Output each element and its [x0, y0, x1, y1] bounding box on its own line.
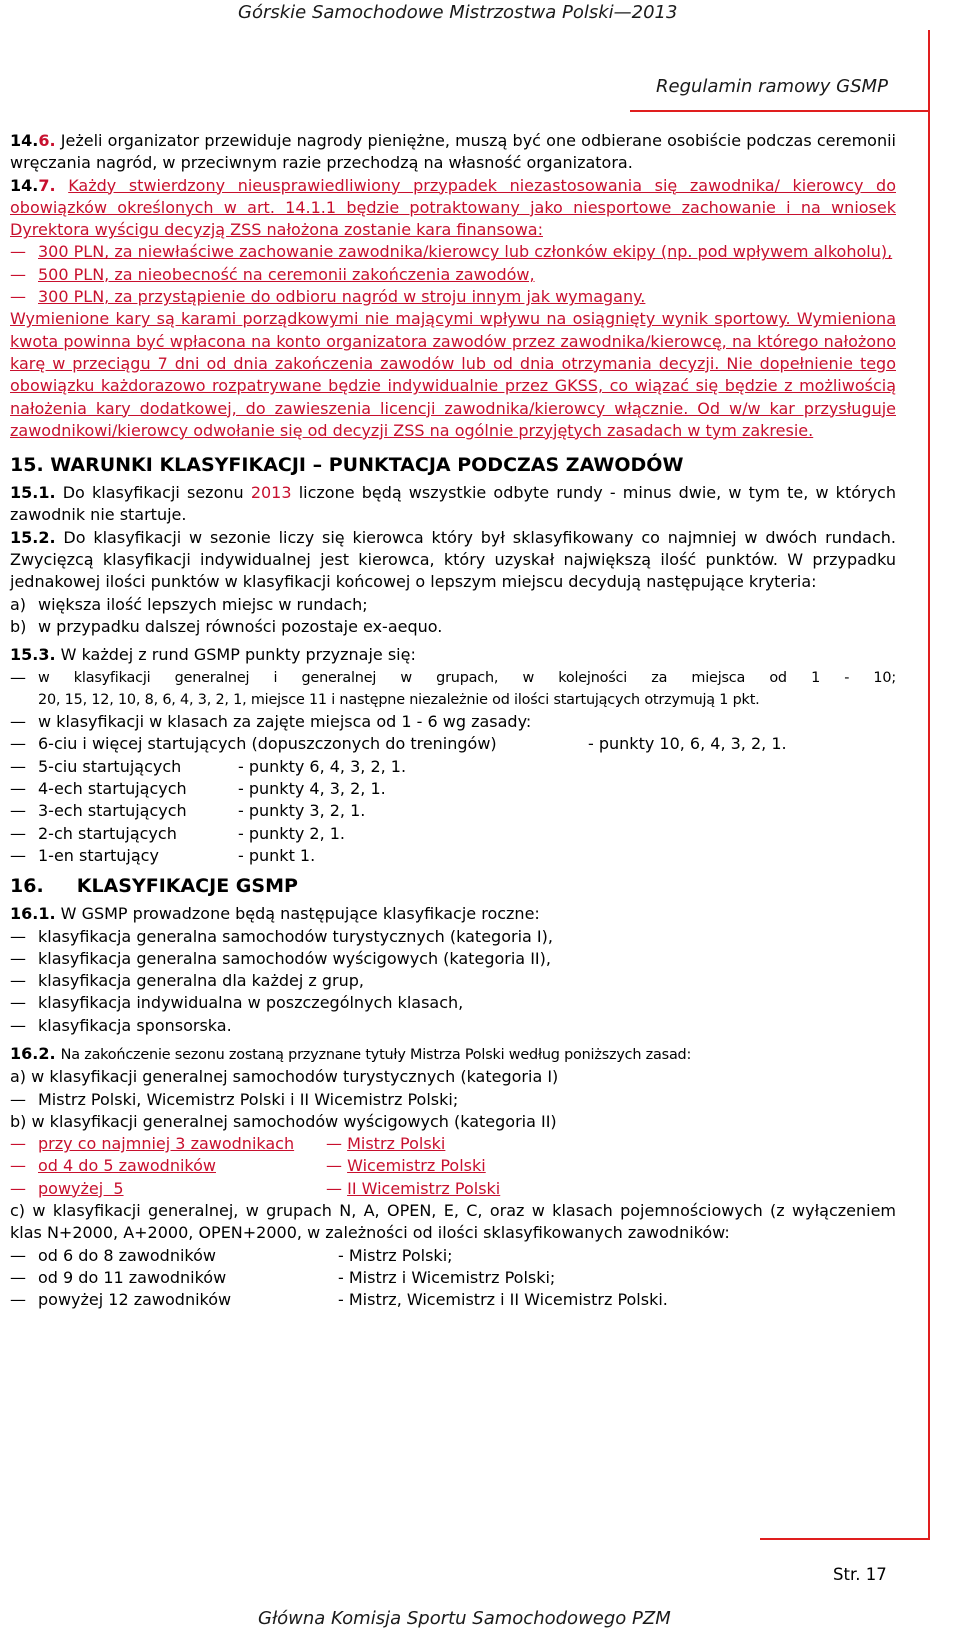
- dash-bullet: —: [10, 667, 26, 687]
- dash-separator: —: [326, 1134, 342, 1154]
- criteria-text: większa ilość lepszych miejsc w rundach;: [38, 594, 368, 614]
- paragraph-text: Na zakończenie sezonu zostaną przyznane tytuły Mistrza Polski według poniższych zasad:: [60, 1046, 692, 1063]
- title-item: [10, 1089, 896, 1111]
- criteria-label: b): [10, 616, 27, 636]
- dash-bullet: —: [10, 1089, 26, 1109]
- footer-rule: [760, 1538, 930, 1540]
- title-awarded: Mistrz Polski: [347, 1134, 446, 1154]
- title-text: Mistrz Polski, Wicemistrz Polski i II Wicemistrz Polski;: [38, 1089, 459, 1109]
- classification-item: [10, 1015, 896, 1037]
- points-value: - punkty 3, 2, 1.: [238, 801, 366, 821]
- paragraph-text: W każdej z rund GSMP punkty przyznaje się:: [60, 645, 416, 665]
- criteria-label: a): [10, 594, 27, 614]
- paragraph-16-2: [10, 1043, 896, 1066]
- dash-bullet: —: [10, 734, 26, 754]
- points-class-row: [10, 823, 896, 845]
- paragraph-14-6: [10, 130, 896, 175]
- starters-label: 1-en startujący: [38, 845, 159, 865]
- dash-bullet: —: [10, 971, 26, 991]
- paragraph-text: Do klasyfikacji w sezonie liczy się kierowca który był sklasyfikowany co najmniej w dwóch rundach. Zwycięzcą klasyfikacji indywidualnej jest kierowca, który uzyskał największą ilość punktów. W przypadku jednakowej ilości punktów w klasyfikacji końcowej o lepszym miejscu decydują następujące kryteria:: [10, 527, 897, 592]
- points-class-row: [10, 733, 896, 755]
- section-15-heading: 15. WARUNKI KLASYFIKACJI – PUNKTACJA PODCZAS ZAWODÓW: [10, 454, 684, 477]
- classification-item: [10, 992, 896, 1014]
- paragraph-16-1: [10, 903, 896, 925]
- points-class-row: [10, 778, 896, 800]
- points-general-line: w klasyfikacji generalnej i generalnej w grupach, w kolejności za miejsca od 1 - 10;: [38, 669, 896, 686]
- classification-text: klasyfikacja sponsorska.: [38, 1015, 232, 1035]
- section-16-heading: 16. KLASYFIKACJE GSMP: [10, 875, 298, 898]
- dash-bullet: —: [10, 1178, 26, 1198]
- dash-bullet: —: [10, 926, 26, 946]
- paragraph-text: W GSMP prowadzone będą następujące klasyfikacje roczne:: [60, 904, 540, 924]
- paragraph-15-1: [10, 482, 896, 527]
- header-subtitle: Regulamin ramowy GSMP: [656, 76, 888, 97]
- dash-bullet: —: [10, 845, 26, 865]
- paragraph-number-suffix: 7.: [38, 175, 56, 195]
- rule-text: w klasyfikacji generalnej samochodów turystycznych (kategoria I): [31, 1067, 559, 1087]
- points-class-text: w klasyfikacji w klasach za zajęte miejsca od 1 - 6 wg zasady:: [38, 712, 532, 732]
- points-value: - punkty 6, 4, 3, 2, 1.: [238, 756, 407, 776]
- dash-bullet: —: [10, 756, 26, 776]
- starters-label: 6-ciu i więcej startujących (dopuszczonych do treningów): [38, 734, 497, 754]
- page-number: Str. 17: [833, 1565, 887, 1584]
- dash-bullet: —: [10, 801, 26, 821]
- margin-rule: [928, 30, 930, 1540]
- dash-bullet: —: [10, 712, 26, 732]
- points-value: - punkty 2, 1.: [238, 823, 346, 843]
- rule-a: [10, 1066, 896, 1088]
- paragraph-15-3: [10, 644, 896, 666]
- title-awarded: - Mistrz i Wicemistrz Polski;: [338, 1267, 556, 1287]
- header-rule: [630, 110, 930, 112]
- paragraph-text: Każdy stwierdzony nieusprawiedliwiony przypadek niezastosowania się zawodnika/ kierowcy do obowiązków określonych w art. 14.1.1 będzie potraktowany jako niesportowe zachowanie i na wniosek Dyrektora wyścigu decyzją ZSS nałożona zostanie kara finansowa:: [10, 175, 896, 240]
- classification-text: klasyfikacja generalna dla każdej z grup,: [38, 971, 364, 991]
- penalty-text: 500 PLN, za nieobecność na ceremonii zakończenia zawodów,: [38, 264, 535, 284]
- paragraph-14-7: [10, 175, 896, 242]
- criteria-item: [10, 594, 896, 616]
- title-row: [10, 1155, 896, 1177]
- dash-bullet: —: [10, 1156, 26, 1176]
- paragraph-text: Do klasyfikacji sezonu: [62, 483, 244, 503]
- title-row: [10, 1267, 896, 1289]
- title-row: [10, 1178, 896, 1200]
- rule-text: w klasyfikacji generalnej samochodów wyścigowych (kategoria II): [31, 1111, 557, 1131]
- classification-item: [10, 926, 896, 948]
- points-value: - punkty 4, 3, 2, 1.: [238, 779, 386, 799]
- penalty-item: [10, 286, 896, 308]
- paragraph-number: 15.2.: [10, 527, 56, 547]
- dash-bullet: —: [10, 242, 26, 262]
- paragraph-number: 14.: [10, 175, 39, 195]
- dash-bullet: —: [10, 779, 26, 799]
- paragraph-number-suffix: 6.: [38, 131, 56, 150]
- starters-label: 3-ech startujących: [38, 801, 187, 821]
- dash-bullet: —: [10, 287, 26, 307]
- points-class-row: [10, 756, 896, 778]
- title-awarded: - Mistrz, Wicemistrz i II Wicemistrz Polski.: [338, 1290, 668, 1310]
- paragraph-number: 15.1.: [10, 483, 56, 503]
- paragraph-number: 14.: [10, 131, 39, 150]
- dash-bullet: —: [10, 1267, 26, 1287]
- drivers-threshold: przy co najmniej 3 zawodnikach: [38, 1134, 295, 1154]
- season-year: 2013: [250, 483, 292, 503]
- dash-bullet: —: [10, 1134, 26, 1154]
- title-row: [10, 1245, 896, 1267]
- drivers-threshold: od 6 do 8 zawodników: [38, 1245, 216, 1265]
- drivers-threshold: od 4 do 5 zawodników: [38, 1156, 216, 1176]
- title-row: [10, 1133, 896, 1155]
- dash-bullet: —: [10, 823, 26, 843]
- dash-bullet: —: [10, 1290, 26, 1310]
- points-general-item: [10, 667, 896, 712]
- drivers-threshold: powyżej 5: [38, 1178, 124, 1198]
- rule-b: [10, 1111, 896, 1133]
- starters-label: 5-ciu startujących: [38, 756, 182, 776]
- paragraph-number: 15.3.: [10, 645, 56, 665]
- classification-item: [10, 948, 896, 970]
- paragraph-text: liczone będą wszystkie odbyte rundy - minus dwie, w tym te, w których zawodnik nie startuje.: [10, 483, 896, 525]
- penalty-closing: Wymienione kary są karami porządkowymi nie mającymi wpływu na osiągnięty wynik sportowy. Wymieniona kwota powinna być wpłacona na konto organizatora zawodów przez zawodnika/kierowcę, na którego nałożono karę w przeciągu 7 dni od dnia zakończenia zawodów lub od dnia otrzymania decyzji. Nie dopełnienie tego obowiązku każdorazowo rozpatrywane będzie indywidualnie przez GKSS, co wiązać się będzie z możliwością nałożenia kary dodatkowej, do zawieszenia licencji zawodnika/kierowcy włącznie. Od w/w kar przysługuje zawodnikowi/kierowcy odwołanie się od decyzji ZSS na ogólnie przyjętych zasadach w tym zakresie.: [10, 309, 896, 440]
- rule-label: b): [10, 1111, 27, 1131]
- penalty-item: [10, 241, 896, 263]
- title-row: [10, 1289, 896, 1311]
- rule-label: c): [10, 1201, 26, 1221]
- header-title: Górskie Samochodowe Mistrzostwa Polski—2013: [238, 2, 678, 23]
- classification-item: [10, 970, 896, 992]
- paragraph-15-2: [10, 527, 896, 594]
- points-value: - punkty 10, 6, 4, 3, 2, 1.: [588, 734, 787, 754]
- penalty-item: [10, 264, 896, 286]
- paragraph-text: Jeżeli organizator przewiduje nagrody pieniężne, muszą być one odbierane osobiście podczas ceremonii wręczania nagród, w przeciwnym razie przechodzą na własność organizatora.: [10, 131, 896, 173]
- classification-text: klasyfikacja indywidualna w poszczególnych klasach,: [38, 993, 464, 1013]
- starters-label: 2-ch startujących: [38, 823, 177, 843]
- points-general-line: 20, 15, 12, 10, 8, 6, 4, 3, 2, 1, miejsce 11 i następne niezależnie od ilości startujących otrzymują 1 pkt.: [38, 691, 760, 708]
- classification-text: klasyfikacja generalna samochodów turystycznych (kategoria I),: [38, 926, 553, 946]
- penalty-text: 300 PLN, za przystąpienie do odbioru nagród w stroju innym jak wymagany.: [38, 287, 646, 307]
- title-awarded: Wicemistrz Polski: [347, 1156, 486, 1176]
- title-awarded: - Mistrz Polski;: [338, 1245, 453, 1265]
- rule-label: a): [10, 1067, 27, 1087]
- dash-bullet: —: [10, 993, 26, 1013]
- rule-text: w klasyfikacji generalnej, w grupach N, A, OPEN, E, C, oraz w klasach pojemnościowych (z wyłączeniem klas N+2000, A+2000, OPEN+2000, w zależności od ilości sklasyfikowanych zawodników:: [10, 1201, 896, 1243]
- starters-label: 4-ech startujących: [38, 779, 187, 799]
- rule-c: [10, 1200, 896, 1245]
- dash-bullet: —: [10, 1245, 26, 1265]
- drivers-threshold: powyżej 12 zawodników: [38, 1290, 232, 1310]
- dash-separator: —: [326, 1178, 342, 1198]
- criteria-text: w przypadku dalszej równości pozostaje ex-aequo.: [38, 616, 443, 636]
- criteria-item: [10, 616, 896, 638]
- classification-text: klasyfikacja generalna samochodów wyścigowych (kategoria II),: [38, 948, 551, 968]
- paragraph-number: 16.1.: [10, 904, 56, 924]
- dash-separator: —: [326, 1156, 342, 1176]
- dash-bullet: —: [10, 1015, 26, 1035]
- title-awarded: II Wicemistrz Polski: [347, 1178, 501, 1198]
- page-content: [10, 130, 896, 1312]
- footer-org: Główna Komisja Sportu Samochodowego PZM: [258, 1608, 671, 1629]
- points-class-intro: [10, 711, 896, 733]
- points-class-row: [10, 800, 896, 822]
- penalty-text: 300 PLN, za niewłaściwe zachowanie zawodnika/kierowcy lub członków ekipy (np. pod wpływem alkoholu),: [38, 242, 893, 262]
- drivers-threshold: od 9 do 11 zawodników: [38, 1267, 227, 1287]
- points-class-row: [10, 845, 896, 867]
- dash-bullet: —: [10, 264, 26, 284]
- paragraph-number: 16.2.: [10, 1043, 56, 1063]
- dash-bullet: —: [10, 948, 26, 968]
- points-value: - punkt 1.: [238, 845, 316, 865]
